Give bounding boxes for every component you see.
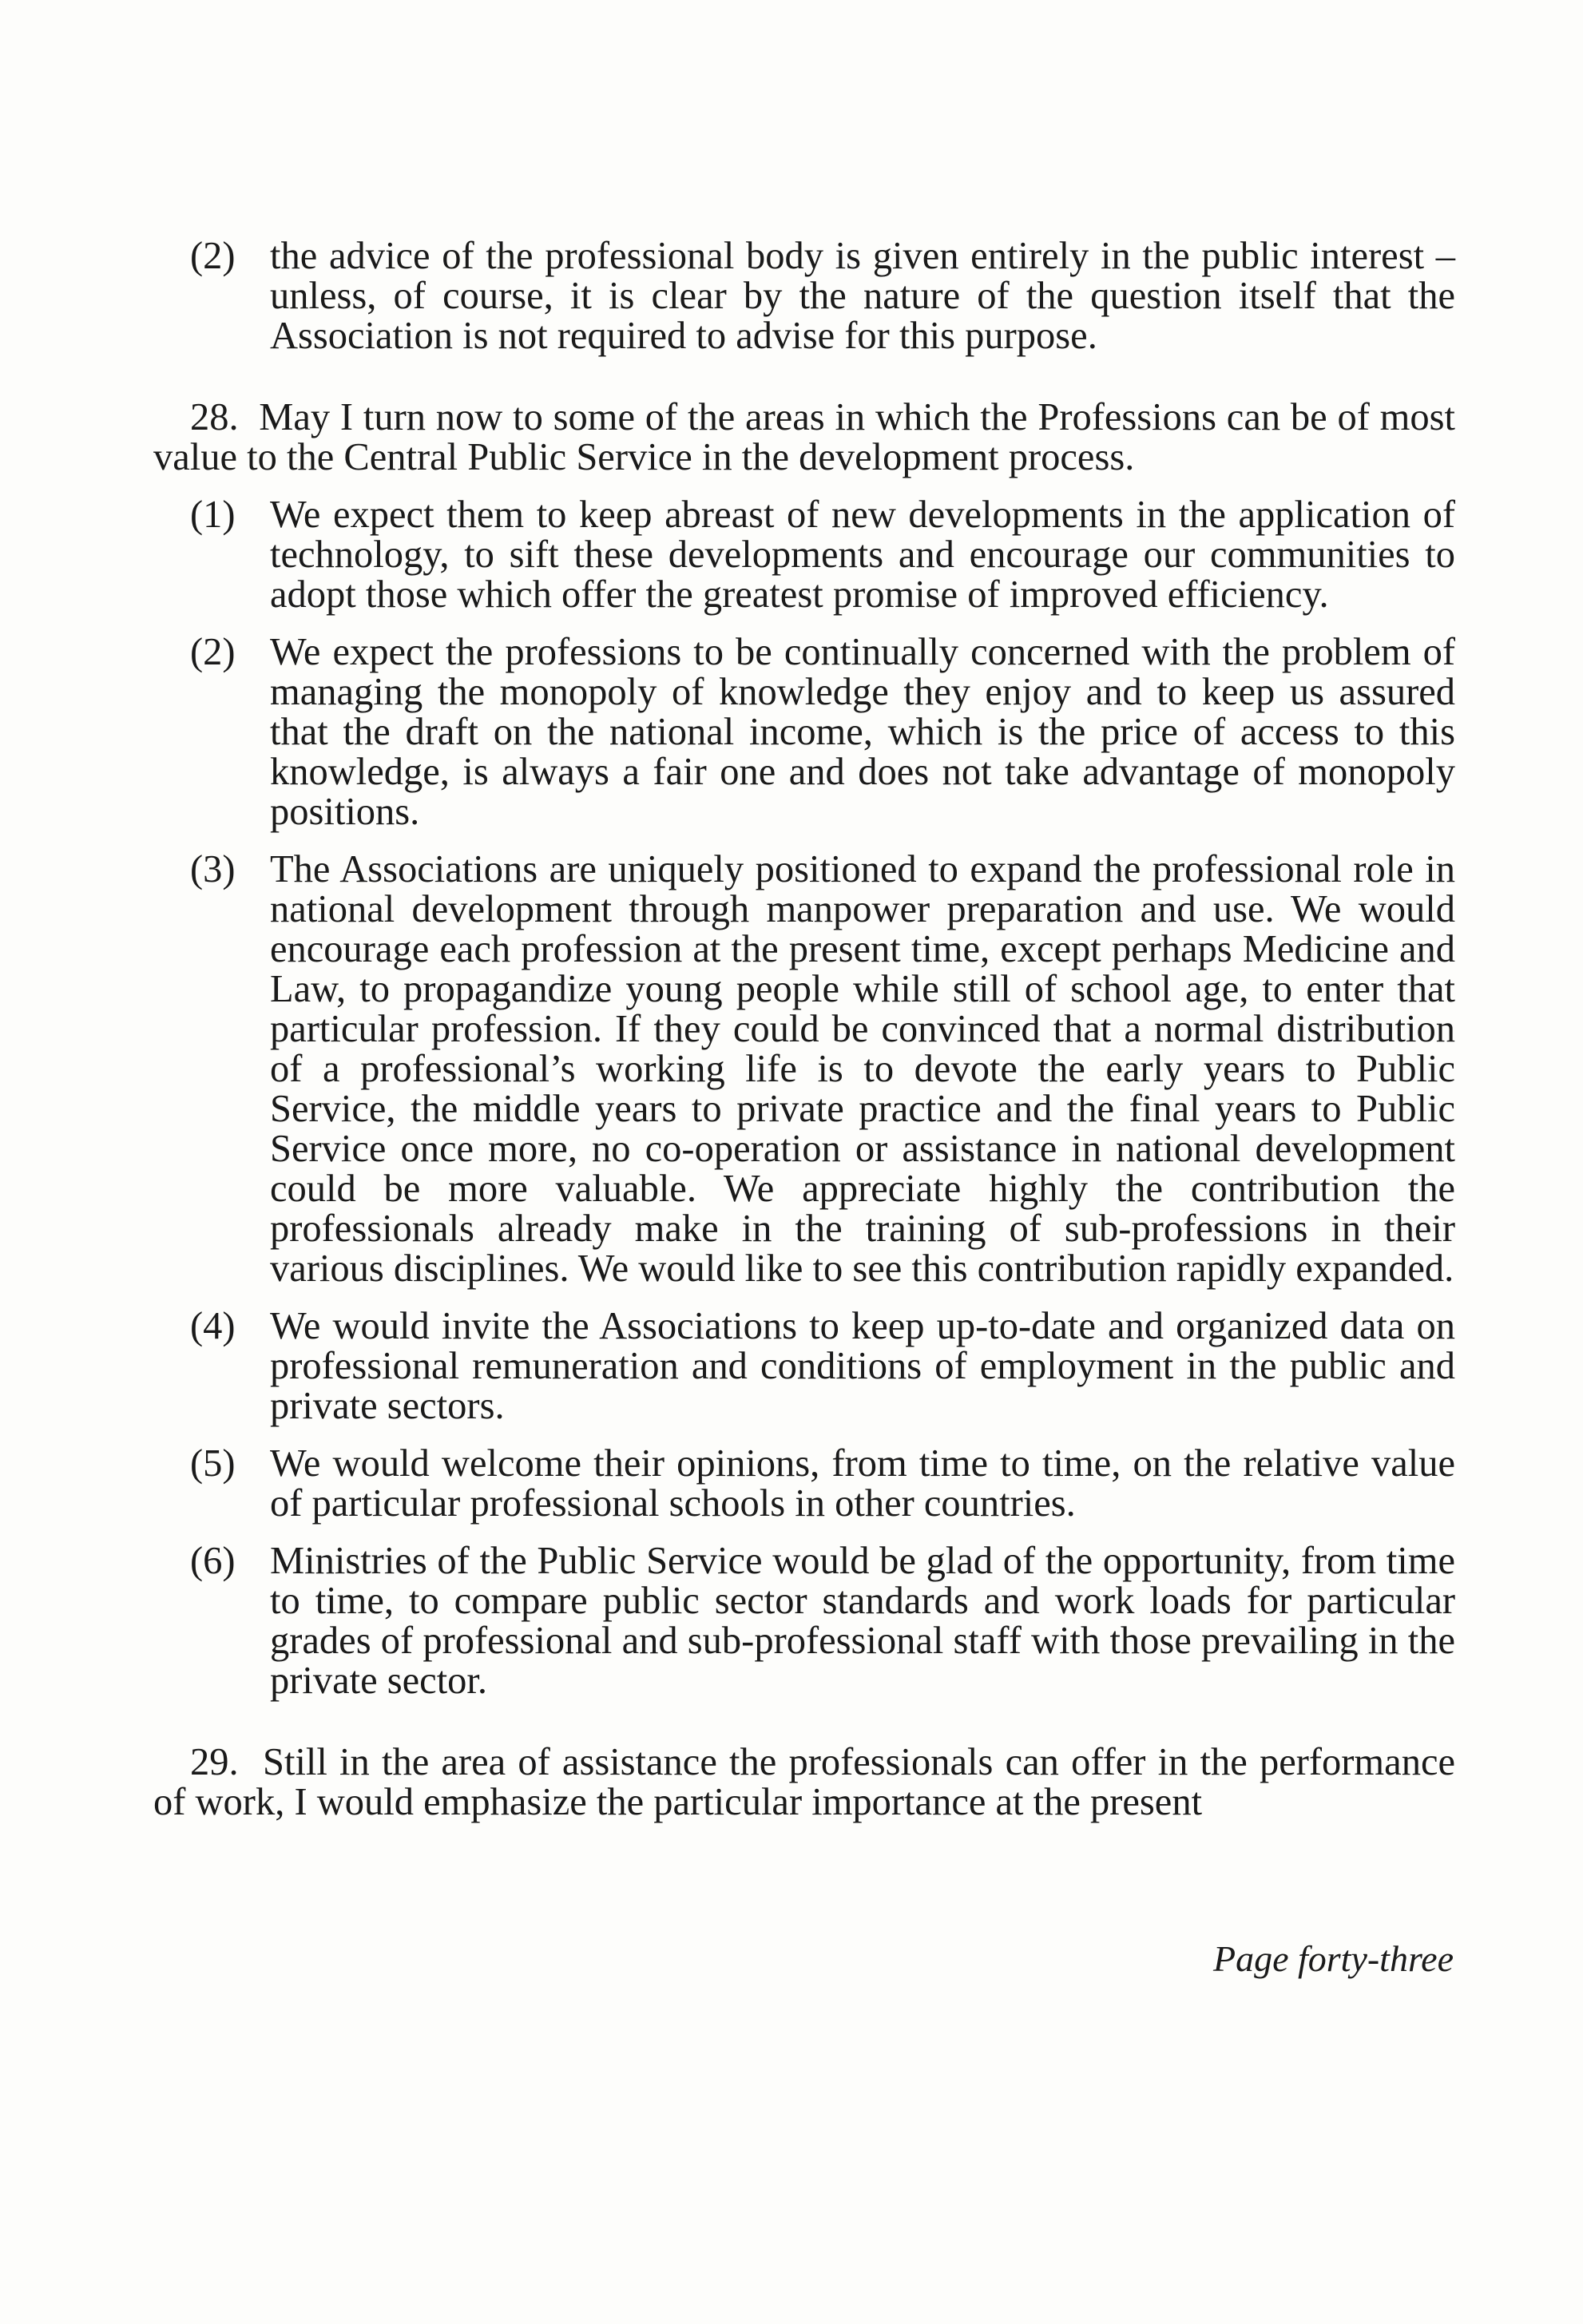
item-text: The Associations are uniquely positioned to expand the professional role in national development through manpower preparation and use. We would encourage each profession at the present time, except perhaps Medicine and Law, to propagandize young people while still of school age, to enter that particular profession. If they could be convinced that a normal distribution of a professional’s working life is to devote the early years to Public Service, the middle years to private practice and the final years to Public Service once more, no co-operation or assistance in national development could be more valuable. We appreciate highly the contribution the professionals already make in the training of sub-professions in their various disciplines. We would like to see this contribution rapidly expanded. <box>270 848 1455 1290</box>
document-body <box>153 236 1455 1822</box>
item-text: the advice of the professional body is given entirely in the public interest – unless, of course, it is clear by the nature of the question itself that the Association is not required to advise for this purpose. <box>270 235 1455 357</box>
page-number-label: Page forty-three <box>1212 1938 1454 1979</box>
item-number: (4) <box>190 1305 236 1347</box>
item-number: (6) <box>190 1540 236 1582</box>
item-text: We would invite the Associations to keep up-to-date and organized data on professional remuneration and conditions of employment in the public and private sectors. <box>270 1305 1455 1427</box>
paragraph-text: Still in the area of assistance the professionals can offer in the performance of work, I would emphasize the particular importance at the present <box>153 1741 1455 1823</box>
item-text: Ministries of the Public Service would be glad of the opportunity, from time to time, to compare public sector standards and work loads for particular grades of professional and sub-professional staff with those prevailing in the private sector. <box>270 1540 1455 1702</box>
paragraph-29 <box>153 1743 1455 1822</box>
item-text: We expect the professions to be continually concerned with the problem of managing the monopoly of knowledge they enjoy and to keep us assured that the draft on the national income, which is the price of access to this knowledge, is always a fair one and does not take advantage of monopoly positions. <box>270 631 1455 833</box>
list-item <box>190 236 1455 356</box>
item-text: We would welcome their opinions, from time to time, on the relative value of particular professional schools in other countries. <box>270 1442 1455 1525</box>
paragraph-number: 29. <box>190 1741 239 1783</box>
item-number: (2) <box>190 235 236 277</box>
item-number: (5) <box>190 1442 236 1485</box>
item-number: (2) <box>190 631 236 673</box>
list-item <box>190 850 1455 1289</box>
list-item <box>190 1444 1455 1524</box>
item-number: (3) <box>190 848 236 890</box>
list-item <box>190 495 1455 615</box>
paragraph-number: 28. <box>190 396 239 438</box>
item-text: We expect them to keep abreast of new developments in the application of technology, to sift these developments and encourage our communities to adopt those which offer the greatest promise of improved efficiency. <box>270 494 1455 616</box>
paragraph-text: May I turn now to some of the areas in which the Professions can be of most value to the Central Public Service in the development process. <box>153 396 1455 478</box>
list-item <box>190 633 1455 832</box>
list-item <box>190 1541 1455 1701</box>
item-number: (1) <box>190 494 236 536</box>
list-item <box>190 1307 1455 1426</box>
paragraph-28 <box>153 398 1455 478</box>
